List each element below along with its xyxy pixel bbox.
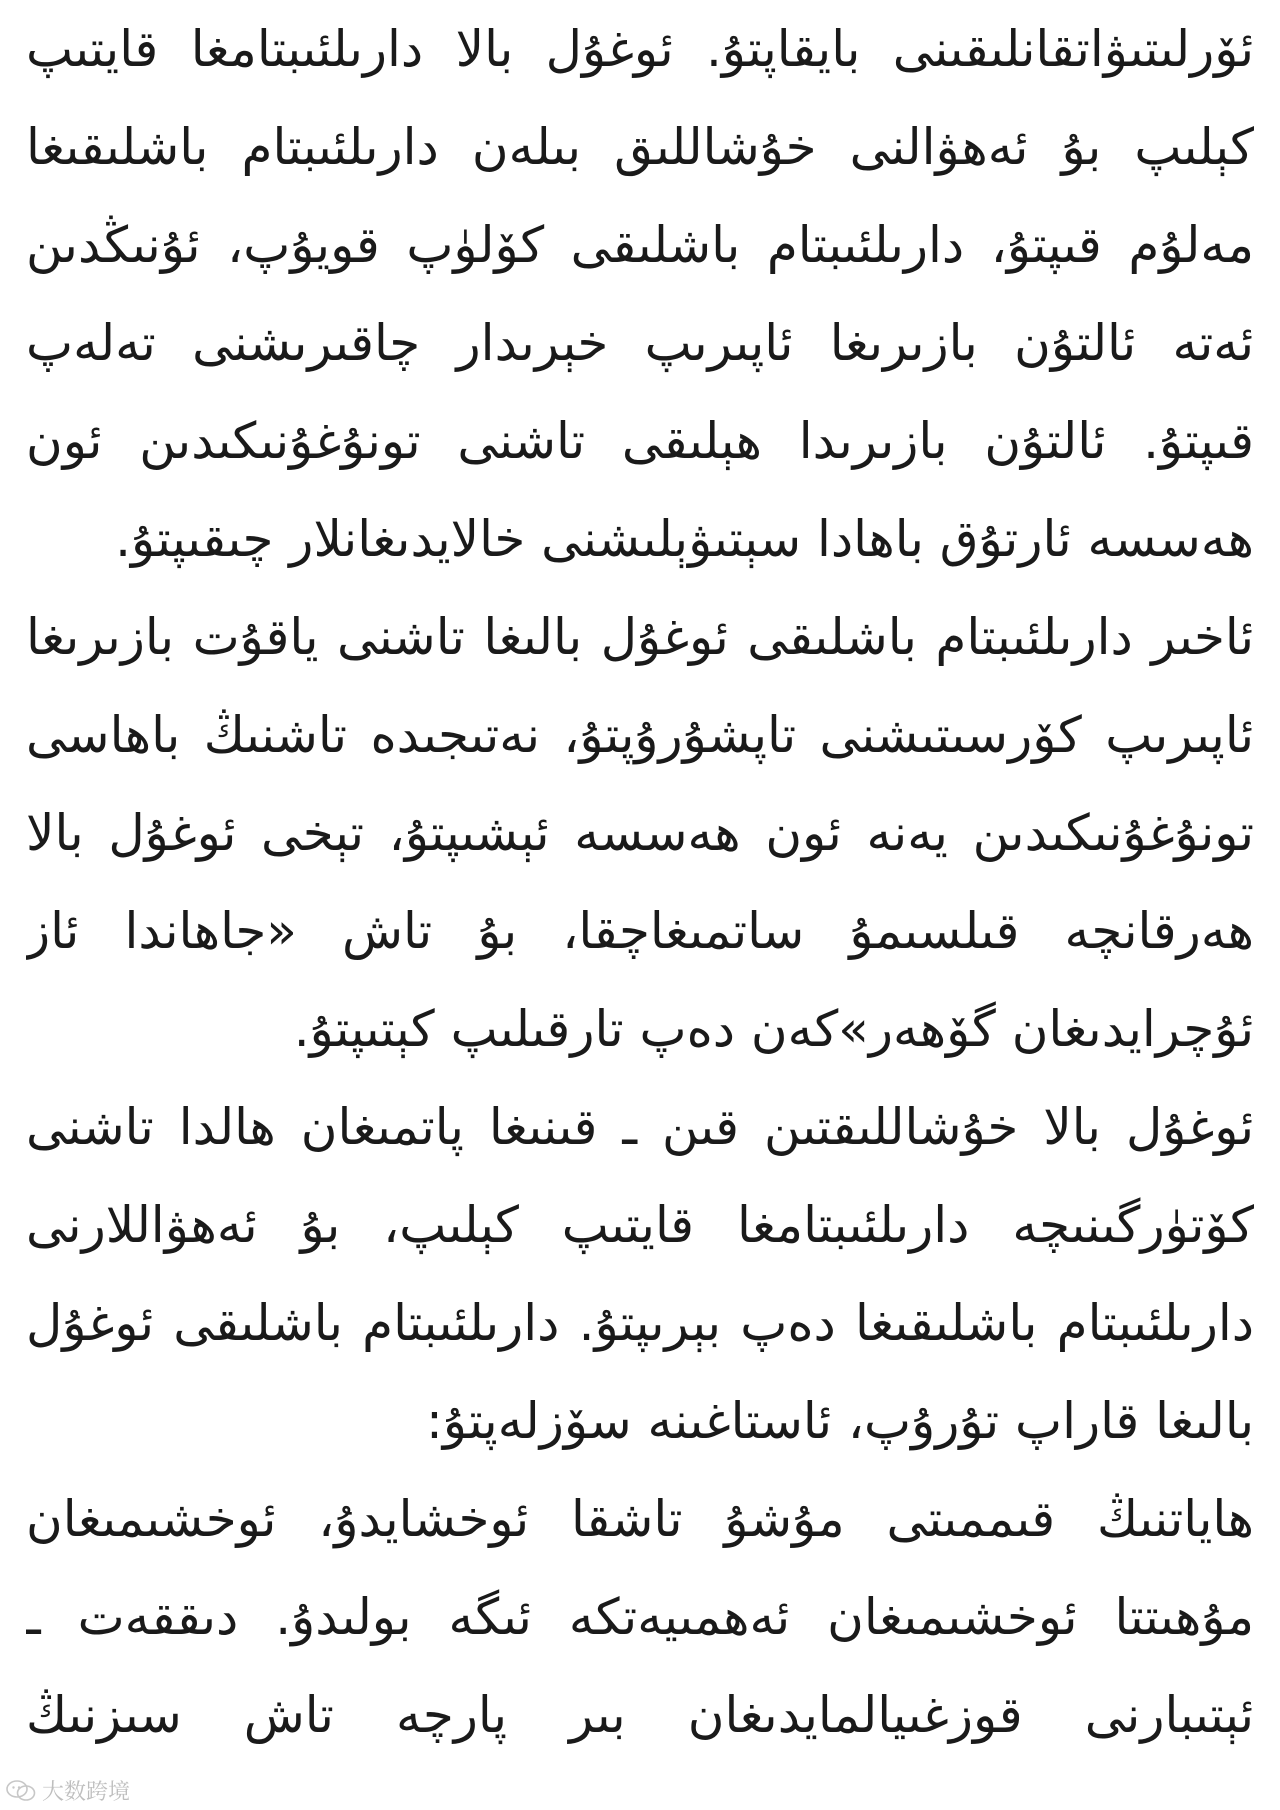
text-line: ھەرقانچە قىلسىمۇ ساتمىغاچقا، بۇ تاش «جاھاندا ئاز xyxy=(26,902,1254,960)
text-line: تونۇغۇنىكىدىن يەنە ئون ھەسسە ئېشىپتۇ، تېخى ئوغۇل بالا xyxy=(26,804,1254,862)
text-line: ئۆرلىتىۋاتقانلىقىنى بايقاپتۇ. ئوغۇل بالا دارىلئىبتامغا قايتىپ xyxy=(26,20,1254,78)
text-line: ئاخىر دارىلئىبتام باشلىقى ئوغۇل بالىغا تاشنى ياقۇت بازىرىغا xyxy=(26,608,1254,666)
text-line: ئۇچرايدىغان گۆھەر»كەن دەپ تارقىلىپ كېتىپتۇ. xyxy=(293,1000,1254,1058)
paragraph-2 xyxy=(26,588,1254,1078)
text-line: ئوغۇل بالا خۇشاللىقتىن قىن ـ قىنىغا پاتمىغان ھالدا تاشنى xyxy=(26,1098,1254,1156)
paragraph-3 xyxy=(26,1078,1254,1470)
text-line: مۇھىتتا ئوخشىمىغان ئەھمىيەتكە ئىگە بولىدۇ. دىققەت ـ xyxy=(26,1588,1254,1646)
text-line: ھەسسە ئارتۇق باھادا سېتىۋېلىشنى خالايدىغانلار چىقىپتۇ. xyxy=(115,510,1254,568)
watermark-text: 大数跨境 xyxy=(42,1780,131,1805)
wechat-logo-icon xyxy=(6,1780,36,1802)
text-line: كېلىپ بۇ ئەھۋالنى خۇشاللىق بىلەن دارىلئىبتام باشلىقىغا xyxy=(26,118,1254,176)
text-line: ئەتە ئالتۇن بازىرىغا ئاپىرىپ خېرىدار چاقىرىشنى تەلەپ xyxy=(26,314,1254,372)
text-line: ئېتىبارنى قوزغىيالمايدىغان بىر پارچە تاش سىزنىڭ xyxy=(26,1686,1254,1744)
document-page xyxy=(26,0,1254,1810)
text-line: كۆتۈرگىنىچە دارىلئىبتامغا قايتىپ كېلىپ، بۇ ئەھۋاللارنى xyxy=(26,1196,1254,1254)
text-line: مەلۇم قىپتۇ، دارىلئىبتام باشلىقى كۆلۈپ قويۇپ، ئۇنىڭدىن xyxy=(26,216,1254,274)
text-line: ئاپىرىپ كۆرسىتىشنى تاپشۇرۇپتۇ، نەتىجىدە تاشنىڭ باھاسى xyxy=(26,706,1254,764)
text-line: ھاياتنىڭ قىممىتى مۇشۇ تاشقا ئوخشايدۇ، ئوخشىمىغان xyxy=(26,1490,1254,1548)
watermark xyxy=(6,1775,130,1806)
text-line: دارىلئىبتام باشلىقىغا دەپ بېرىپتۇ. دارىلئىبتام باشلىقى ئوغۇل xyxy=(26,1294,1254,1352)
paragraph-1 xyxy=(26,0,1254,588)
text-line: بالىغا قاراپ تۇرۇپ، ئاستاغىنە سۆزلەپتۇ: xyxy=(426,1392,1254,1450)
paragraph-4 xyxy=(26,1470,1254,1764)
text-line: قىپتۇ. ئالتۇن بازىرىدا ھېلىقى تاشنى تونۇغۇنىكىدىن ئون xyxy=(26,412,1254,470)
